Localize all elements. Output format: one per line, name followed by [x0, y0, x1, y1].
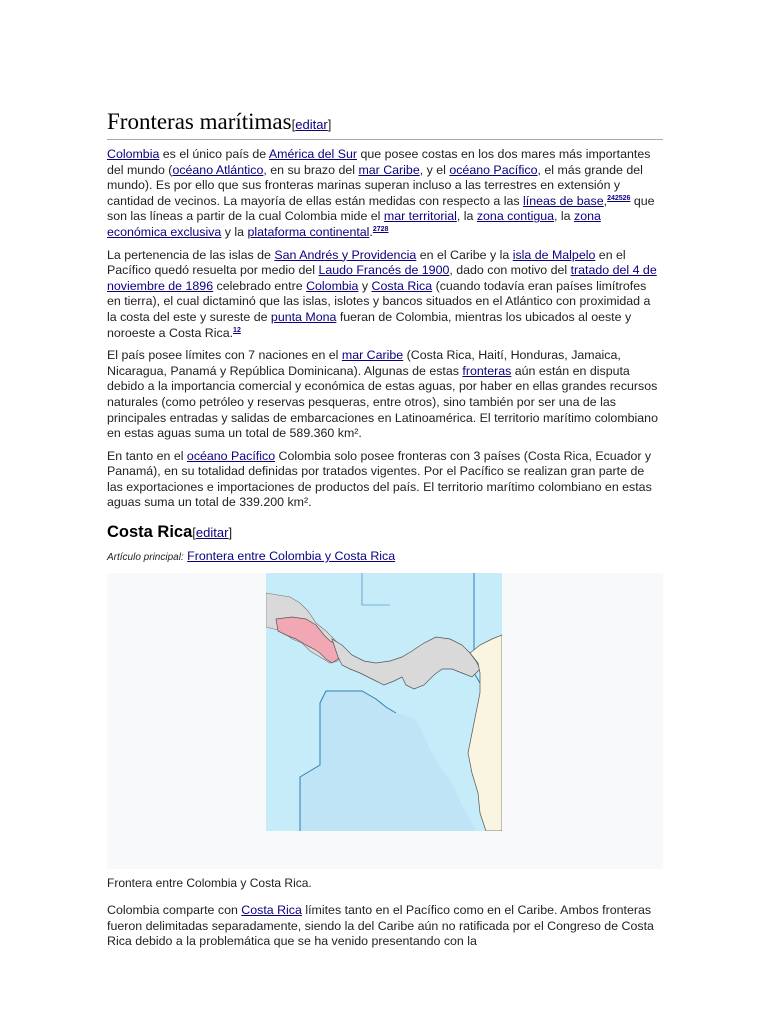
paragraph-costa-rica — [107, 903, 663, 950]
text: , la — [456, 209, 477, 224]
link-main-article[interactable]: Frontera entre Colombia y Costa Rica — [187, 549, 396, 564]
text: , dado con motivo del — [449, 263, 571, 278]
edit-section-link-wrapper — [292, 117, 332, 132]
reference-link[interactable]: 242526 — [607, 194, 631, 202]
link-mar-territorial[interactable]: mar territorial — [383, 209, 457, 224]
link-laudo-frances[interactable]: Laudo Francés de 1900 — [318, 263, 450, 278]
text: , el más grande del mundo). Es por ello que sus fronteras marinas superan incluso a las terrestres en extensión y cantidad de vecinos. La mayoría de ellas están medidas con respecto a las — [107, 162, 643, 208]
text: y la — [221, 224, 248, 239]
paragraph-intro — [107, 147, 663, 241]
link-san-andres[interactable]: San Andrés y Providencia — [274, 247, 417, 262]
section-title: Fronteras marítimas — [107, 109, 292, 134]
text: aún están en disputa debido a la importancia comercial y económica de estas aguas, por haber en ellas grandes recursos naturales (como petróleo y reservas pesqueras, entre otros), sino también por ser una de las principales entradas y salidas de embarcaciones en Latinoamérica. El territorio marítimo colombiano en estas aguas suma un total de 589.360 km². — [107, 363, 658, 441]
link-colombia[interactable]: Colombia — [107, 147, 160, 161]
link-fronteras[interactable]: fronteras — [462, 363, 512, 378]
link-tratado-1896[interactable]: tratado del 4 de noviembre de 1896 — [107, 263, 657, 293]
text: y — [358, 278, 372, 293]
link-oceano-pacifico[interactable]: océano Pacífico — [186, 448, 276, 463]
text: , y el — [419, 162, 450, 177]
link-zona-contigua[interactable]: zona contigua — [476, 209, 555, 224]
subsection-heading — [107, 521, 663, 544]
edit-bracket-close: ] — [327, 117, 332, 132]
text: es el único país de — [159, 147, 269, 161]
text: (cuando todavía eran países limítrofes en tierra), el cual dictaminó que las islas, islotes y bancos situados en el Atlántico con proximidad a la costa del este y sureste de — [107, 278, 651, 324]
link-oceano-pacifico[interactable]: océano Pacífico — [449, 162, 538, 177]
link-costa-rica[interactable]: Costa Rica — [371, 278, 433, 293]
map-figure — [107, 573, 663, 869]
text: En tanto en el — [107, 448, 187, 463]
reference-link[interactable]: 12 — [233, 326, 241, 334]
edit-subsection-link-wrapper — [192, 525, 232, 540]
border-map[interactable] — [266, 573, 502, 831]
link-oceano-atlantico[interactable]: océano Atlántico — [172, 162, 264, 177]
link-plataforma-continental[interactable]: plataforma continental — [247, 224, 370, 239]
paragraph-islands — [107, 248, 663, 342]
edit-bracket-open: [ — [192, 525, 196, 541]
subsection-title: Costa Rica — [107, 523, 193, 542]
text: Colombia comparte con — [107, 903, 242, 918]
text: . — [369, 224, 373, 239]
text: (Costa Rica, Haití, Honduras, Jamaica, Nicaragua, Panamá y República Dominicana). Algunas de estas — [107, 348, 621, 378]
text: , — [603, 193, 608, 208]
text: fueran de Colombia, mientras los ubicados al oeste y noroeste a Costa Rica. — [107, 309, 632, 340]
text: , la — [554, 209, 574, 224]
link-costa-rica[interactable]: Costa Rica — [241, 903, 302, 918]
main-article-hatnote — [107, 548, 663, 566]
edit-bracket-open: [ — [291, 117, 296, 132]
text: límites tanto en el Pacífico como en el Caribe. Ambos fronteras fueron delimitadas separadamente, siendo la del Caribe aún no ratificada por el Congreso de Costa Rica debido a la problemática que se ha venido presentando con la — [107, 903, 654, 949]
text: que son las líneas a partir de la cual Colombia mide el — [107, 193, 655, 224]
section-heading — [107, 108, 663, 140]
paragraph-caribe — [107, 348, 663, 442]
link-colombia[interactable]: Colombia — [306, 278, 359, 293]
text: en el Caribe y la — [416, 247, 513, 262]
link-punta-mona[interactable]: punta Mona — [270, 309, 337, 324]
article-content — [107, 108, 663, 957]
text: , en su brazo del — [263, 162, 359, 177]
link-zona-economica-exclusiva[interactable]: zona económica exclusiva — [107, 209, 601, 239]
edit-subsection-link[interactable]: editar — [195, 525, 229, 541]
link-mar-caribe[interactable]: mar Caribe — [358, 162, 420, 177]
text: La pertenencia de las islas de — [107, 247, 275, 262]
link-lineas-de-base[interactable]: líneas de base — [523, 193, 604, 208]
paragraph-pacifico — [107, 449, 663, 511]
reference-link[interactable]: 2728 — [372, 225, 389, 233]
text: en el Pacífico quedó resuelta por medio del — [107, 247, 626, 278]
text: que posee costas en los dos mares más importantes del mundo ( — [107, 147, 651, 177]
text: El país posee límites con 7 naciones en el — [107, 348, 342, 363]
figure-caption: Frontera entre Colombia y Costa Rica. — [107, 876, 312, 891]
link-isla-de-malpelo[interactable]: isla de Malpelo — [512, 247, 596, 262]
link-mar-caribe[interactable]: mar Caribe — [341, 348, 404, 363]
edit-bracket-close: ] — [228, 525, 233, 541]
text: Colombia solo posee fronteras con 3 países (Costa Rica, Ecuador y Panamá), en su totalidad definidas por tratados vigentes. Por el Pacífico se realizan gran parte de las exportaciones e importaciones de productos del país. El territorio marítimo colombiano en estas aguas suma un total de 339.200 km². — [107, 448, 652, 510]
link-america-del-sur[interactable]: América del Sur — [268, 147, 358, 161]
edit-section-link[interactable]: editar — [295, 117, 328, 132]
hatnote-prefix: Artículo principal: — [107, 552, 184, 564]
text: celebrado entre — [213, 278, 307, 293]
